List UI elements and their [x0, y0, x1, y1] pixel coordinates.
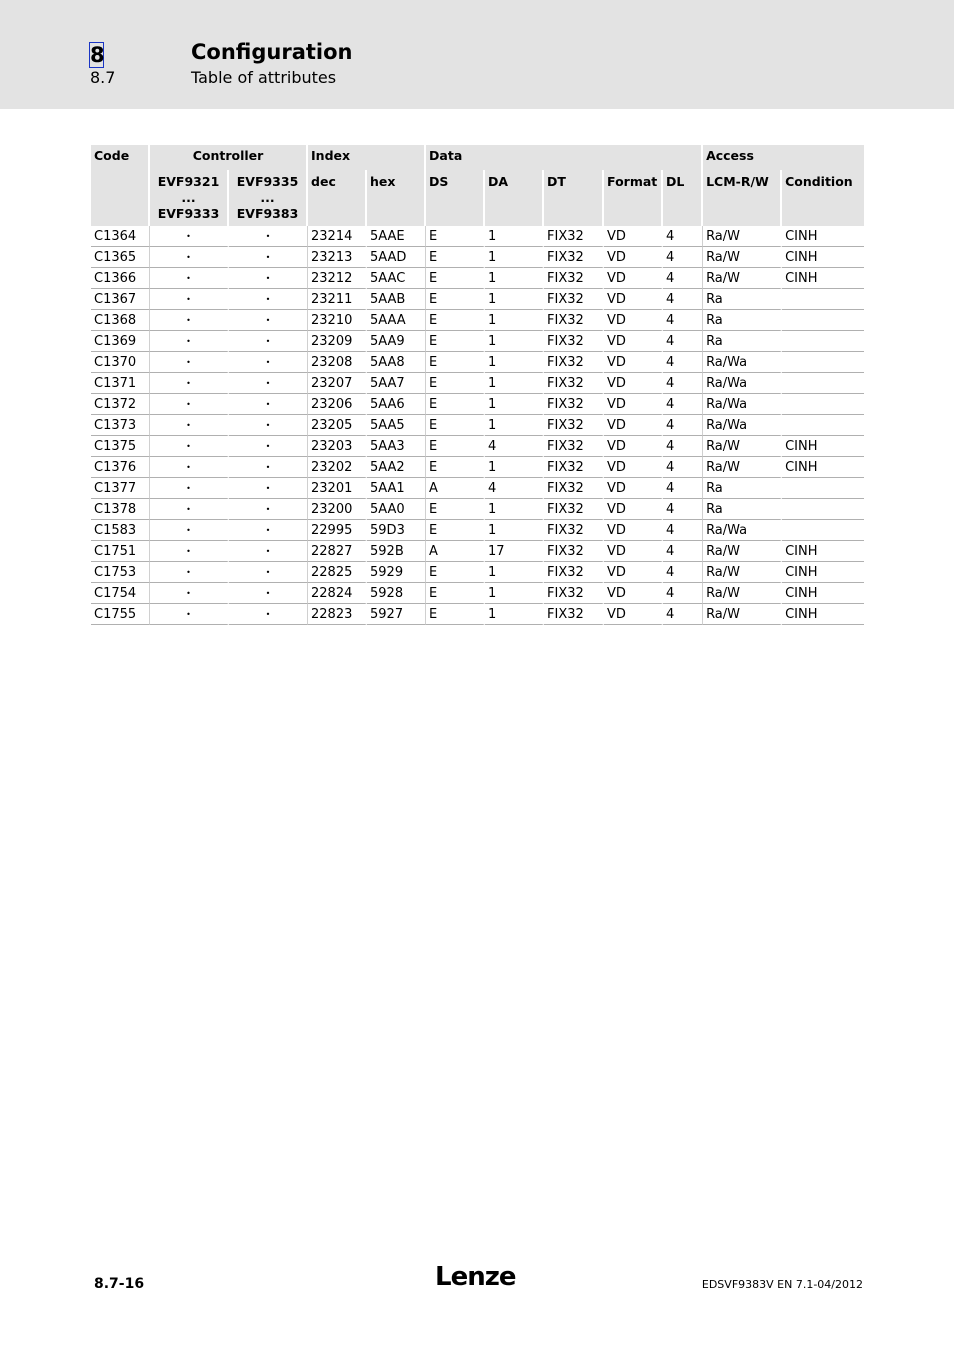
cell-hex: 5AAB [367, 289, 426, 310]
cell-evf-a: • [150, 541, 229, 562]
cell-hex: 5AA3 [367, 436, 426, 457]
cell-evf-a: • [150, 457, 229, 478]
cell-evf-b: • [229, 331, 308, 352]
cell-da: 1 [485, 415, 544, 436]
header-hex: hex [367, 170, 426, 226]
cell-evf-b: • [229, 541, 308, 562]
cell-dec: 23209 [308, 331, 367, 352]
header-access: Access [703, 145, 864, 170]
table-body [91, 226, 864, 625]
cell-code: C1753 [91, 562, 150, 583]
cell-lcm: Ra/W [703, 541, 782, 562]
cell-evf-b: • [229, 373, 308, 394]
cell-da: 1 [485, 499, 544, 520]
cell-lcm: Ra [703, 289, 782, 310]
cell-code: C1369 [91, 331, 150, 352]
cell-lcm: Ra/W [703, 457, 782, 478]
header-format: Format [604, 170, 663, 226]
cell-lcm: Ra/W [703, 436, 782, 457]
document-id: EDSVF9383V EN 7.1-04/2012 [701, 1278, 863, 1291]
cell-da: 1 [485, 520, 544, 541]
cell-format: VD [604, 310, 663, 331]
chapter-number[interactable]: 8 [90, 43, 105, 67]
cell-dl: 4 [663, 457, 703, 478]
cell-dt: FIX32 [544, 226, 604, 247]
cell-code: C1375 [91, 436, 150, 457]
cell-code: C1367 [91, 289, 150, 310]
table-row [91, 604, 864, 625]
cell-ds: A [426, 541, 485, 562]
cell-dt: FIX32 [544, 541, 604, 562]
cell-dt: FIX32 [544, 394, 604, 415]
header-ds: DS [426, 170, 485, 226]
cell-format: VD [604, 226, 663, 247]
cell-lcm: Ra/W [703, 247, 782, 268]
cell-da: 1 [485, 268, 544, 289]
cell-code: C1371 [91, 373, 150, 394]
cell-evf-a: • [150, 499, 229, 520]
cell-evf-b: • [229, 478, 308, 499]
cell-dt: FIX32 [544, 562, 604, 583]
cell-ds: E [426, 289, 485, 310]
cell-dt: FIX32 [544, 289, 604, 310]
cell-evf-a: • [150, 226, 229, 247]
table-row [91, 310, 864, 331]
cell-da: 4 [485, 436, 544, 457]
header-index: Index [308, 145, 426, 170]
cell-evf-a: • [150, 352, 229, 373]
cell-hex: 5AA6 [367, 394, 426, 415]
header-condition: Condition [782, 170, 864, 226]
cell-ds: A [426, 478, 485, 499]
cell-da: 4 [485, 478, 544, 499]
cell-dec: 23202 [308, 457, 367, 478]
cell-format: VD [604, 478, 663, 499]
evf-b-start: EVF9335 [236, 174, 299, 189]
cell-hex: 59D3 [367, 520, 426, 541]
cell-evf-b: • [229, 394, 308, 415]
cell-hex: 5AA0 [367, 499, 426, 520]
cell-evf-b: • [229, 562, 308, 583]
cell-condition: CINH [782, 604, 864, 625]
cell-dt: FIX32 [544, 415, 604, 436]
table-row [91, 226, 864, 247]
cell-dl: 4 [663, 373, 703, 394]
section-title: Table of attributes [191, 68, 337, 87]
cell-evf-b: • [229, 415, 308, 436]
cell-evf-a: • [150, 310, 229, 331]
cell-dec: 23210 [308, 310, 367, 331]
cell-format: VD [604, 331, 663, 352]
cell-dl: 4 [663, 247, 703, 268]
cell-dt: FIX32 [544, 604, 604, 625]
cell-format: VD [604, 352, 663, 373]
cell-evf-a: • [150, 562, 229, 583]
cell-da: 1 [485, 247, 544, 268]
cell-evf-b: • [229, 352, 308, 373]
header-lcm: LCM-R/W [703, 170, 782, 226]
cell-code: C1751 [91, 541, 150, 562]
cell-code: C1364 [91, 226, 150, 247]
cell-lcm: Ra [703, 478, 782, 499]
cell-format: VD [604, 415, 663, 436]
cell-format: VD [604, 436, 663, 457]
table-row [91, 415, 864, 436]
cell-condition: CINH [782, 541, 864, 562]
cell-dl: 4 [663, 352, 703, 373]
table-row [91, 562, 864, 583]
cell-dt: FIX32 [544, 310, 604, 331]
cell-code: C1583 [91, 520, 150, 541]
cell-lcm: Ra [703, 499, 782, 520]
cell-da: 1 [485, 583, 544, 604]
cell-hex: 5AAA [367, 310, 426, 331]
cell-evf-b: • [229, 604, 308, 625]
table-row [91, 268, 864, 289]
cell-dt: FIX32 [544, 268, 604, 289]
cell-code: C1373 [91, 415, 150, 436]
cell-ds: E [426, 373, 485, 394]
evf-a-ellipsis: ... [181, 190, 196, 205]
cell-da: 1 [485, 562, 544, 583]
cell-condition [782, 520, 864, 541]
cell-format: VD [604, 373, 663, 394]
table-row [91, 583, 864, 604]
cell-evf-b: • [229, 310, 308, 331]
cell-lcm: Ra [703, 310, 782, 331]
cell-condition [782, 289, 864, 310]
evf-a-end: EVF9333 [157, 206, 220, 221]
cell-evf-a: • [150, 268, 229, 289]
table-row [91, 331, 864, 352]
cell-dec: 23206 [308, 394, 367, 415]
cell-format: VD [604, 457, 663, 478]
cell-dl: 4 [663, 226, 703, 247]
cell-ds: E [426, 436, 485, 457]
cell-dec: 22995 [308, 520, 367, 541]
cell-evf-a: • [150, 436, 229, 457]
cell-ds: E [426, 331, 485, 352]
cell-format: VD [604, 562, 663, 583]
cell-hex: 592B [367, 541, 426, 562]
cell-da: 1 [485, 604, 544, 625]
cell-dec: 23214 [308, 226, 367, 247]
cell-dl: 4 [663, 478, 703, 499]
header-evf-range-b [229, 170, 308, 226]
cell-code: C1366 [91, 268, 150, 289]
cell-evf-a: • [150, 604, 229, 625]
cell-lcm: Ra [703, 331, 782, 352]
evf-a-start: EVF9321 [157, 174, 220, 189]
cell-dt: FIX32 [544, 247, 604, 268]
cell-code: C1365 [91, 247, 150, 268]
cell-ds: E [426, 268, 485, 289]
header-dt: DT [544, 170, 604, 226]
header-code: Code [91, 145, 150, 226]
cell-dt: FIX32 [544, 478, 604, 499]
cell-ds: E [426, 226, 485, 247]
cell-hex: 5AAE [367, 226, 426, 247]
cell-condition [782, 415, 864, 436]
cell-hex: 5AAD [367, 247, 426, 268]
cell-da: 17 [485, 541, 544, 562]
cell-evf-b: • [229, 583, 308, 604]
cell-evf-b: • [229, 499, 308, 520]
cell-evf-a: • [150, 478, 229, 499]
cell-dt: FIX32 [544, 457, 604, 478]
cell-dt: FIX32 [544, 499, 604, 520]
cell-dt: FIX32 [544, 436, 604, 457]
cell-condition: CINH [782, 268, 864, 289]
table-row [91, 247, 864, 268]
cell-dl: 4 [663, 436, 703, 457]
cell-dec: 22824 [308, 583, 367, 604]
header-da: DA [485, 170, 544, 226]
attributes-table [91, 145, 864, 625]
cell-condition: CINH [782, 457, 864, 478]
cell-code: C1754 [91, 583, 150, 604]
header-band [0, 0, 954, 109]
evf-b-end: EVF9383 [236, 206, 299, 221]
cell-format: VD [604, 583, 663, 604]
cell-dec: 23212 [308, 268, 367, 289]
cell-hex: 5928 [367, 583, 426, 604]
cell-evf-a: • [150, 247, 229, 268]
table-row [91, 541, 864, 562]
cell-condition [782, 478, 864, 499]
cell-format: VD [604, 289, 663, 310]
cell-evf-b: • [229, 226, 308, 247]
cell-code: C1755 [91, 604, 150, 625]
header-dec: dec [308, 170, 367, 226]
cell-dt: FIX32 [544, 583, 604, 604]
cell-lcm: Ra/Wa [703, 394, 782, 415]
cell-dl: 4 [663, 541, 703, 562]
cell-evf-b: • [229, 247, 308, 268]
cell-lcm: Ra/Wa [703, 520, 782, 541]
table-row [91, 352, 864, 373]
cell-condition [782, 310, 864, 331]
cell-dl: 4 [663, 520, 703, 541]
cell-da: 1 [485, 394, 544, 415]
cell-condition [782, 394, 864, 415]
cell-da: 1 [485, 457, 544, 478]
cell-hex: 5AA7 [367, 373, 426, 394]
cell-hex: 5AAC [367, 268, 426, 289]
cell-da: 1 [485, 289, 544, 310]
cell-code: C1378 [91, 499, 150, 520]
cell-dl: 4 [663, 331, 703, 352]
cell-da: 1 [485, 310, 544, 331]
cell-dec: 23201 [308, 478, 367, 499]
cell-dt: FIX32 [544, 331, 604, 352]
cell-condition: CINH [782, 247, 864, 268]
cell-dec: 22825 [308, 562, 367, 583]
cell-condition [782, 331, 864, 352]
cell-da: 1 [485, 373, 544, 394]
page-number: 8.7-16 [94, 1276, 145, 1292]
header-evf-range-a [150, 170, 229, 226]
cell-hex: 5AA9 [367, 331, 426, 352]
cell-dl: 4 [663, 394, 703, 415]
cell-evf-a: • [150, 415, 229, 436]
cell-format: VD [604, 604, 663, 625]
cell-ds: E [426, 457, 485, 478]
cell-condition: CINH [782, 436, 864, 457]
cell-ds: E [426, 415, 485, 436]
cell-dec: 23203 [308, 436, 367, 457]
cell-condition: CINH [782, 562, 864, 583]
cell-format: VD [604, 499, 663, 520]
cell-evf-a: • [150, 373, 229, 394]
cell-hex: 5929 [367, 562, 426, 583]
cell-dec: 23207 [308, 373, 367, 394]
cell-hex: 5AA8 [367, 352, 426, 373]
cell-evf-a: • [150, 289, 229, 310]
cell-da: 1 [485, 331, 544, 352]
cell-ds: E [426, 520, 485, 541]
cell-ds: E [426, 562, 485, 583]
cell-code: C1377 [91, 478, 150, 499]
cell-evf-b: • [229, 268, 308, 289]
cell-dec: 23208 [308, 352, 367, 373]
cell-condition [782, 373, 864, 394]
cell-lcm: Ra/W [703, 562, 782, 583]
cell-dec: 23213 [308, 247, 367, 268]
cell-format: VD [604, 247, 663, 268]
cell-evf-b: • [229, 520, 308, 541]
header-controller: Controller [150, 145, 308, 170]
cell-ds: E [426, 352, 485, 373]
cell-condition: CINH [782, 226, 864, 247]
cell-hex: 5927 [367, 604, 426, 625]
cell-ds: E [426, 604, 485, 625]
cell-code: C1368 [91, 310, 150, 331]
cell-evf-b: • [229, 436, 308, 457]
lenze-logo: Lenze [435, 1262, 516, 1292]
cell-dt: FIX32 [544, 373, 604, 394]
cell-dec: 23211 [308, 289, 367, 310]
cell-dec: 22823 [308, 604, 367, 625]
chapter-title: Configuration [191, 40, 353, 64]
cell-evf-b: • [229, 457, 308, 478]
cell-ds: E [426, 394, 485, 415]
cell-dl: 4 [663, 562, 703, 583]
cell-hex: 5AA2 [367, 457, 426, 478]
cell-dl: 4 [663, 310, 703, 331]
evf-b-ellipsis: ... [260, 190, 275, 205]
cell-ds: E [426, 310, 485, 331]
cell-evf-a: • [150, 331, 229, 352]
cell-condition [782, 352, 864, 373]
cell-condition: CINH [782, 583, 864, 604]
cell-dt: FIX32 [544, 520, 604, 541]
table-row [91, 520, 864, 541]
cell-dl: 4 [663, 583, 703, 604]
cell-dec: 23205 [308, 415, 367, 436]
cell-code: C1372 [91, 394, 150, 415]
cell-dec: 23200 [308, 499, 367, 520]
cell-da: 1 [485, 226, 544, 247]
cell-evf-a: • [150, 520, 229, 541]
cell-ds: E [426, 499, 485, 520]
cell-format: VD [604, 268, 663, 289]
cell-evf-a: • [150, 394, 229, 415]
table-row [91, 457, 864, 478]
cell-da: 1 [485, 352, 544, 373]
table-row [91, 289, 864, 310]
header-data: Data [426, 145, 703, 170]
table-row [91, 499, 864, 520]
table-row [91, 436, 864, 457]
cell-lcm: Ra/W [703, 604, 782, 625]
cell-format: VD [604, 520, 663, 541]
cell-evf-b: • [229, 289, 308, 310]
cell-lcm: Ra/W [703, 226, 782, 247]
cell-dl: 4 [663, 268, 703, 289]
cell-dl: 4 [663, 289, 703, 310]
cell-evf-a: • [150, 583, 229, 604]
cell-lcm: Ra/W [703, 583, 782, 604]
cell-lcm: Ra/W [703, 268, 782, 289]
cell-dl: 4 [663, 604, 703, 625]
section-number: 8.7 [90, 68, 116, 87]
cell-dl: 4 [663, 499, 703, 520]
cell-lcm: Ra/Wa [703, 352, 782, 373]
cell-hex: 5AA5 [367, 415, 426, 436]
cell-code: C1376 [91, 457, 150, 478]
cell-hex: 5AA1 [367, 478, 426, 499]
header-dl: DL [663, 170, 703, 226]
cell-condition [782, 499, 864, 520]
cell-code: C1370 [91, 352, 150, 373]
table-row [91, 373, 864, 394]
cell-lcm: Ra/Wa [703, 373, 782, 394]
cell-ds: E [426, 247, 485, 268]
table-row [91, 394, 864, 415]
cell-dec: 22827 [308, 541, 367, 562]
cell-ds: E [426, 583, 485, 604]
cell-format: VD [604, 394, 663, 415]
cell-dl: 4 [663, 415, 703, 436]
cell-dt: FIX32 [544, 352, 604, 373]
cell-format: VD [604, 541, 663, 562]
cell-lcm: Ra/Wa [703, 415, 782, 436]
table-row [91, 478, 864, 499]
